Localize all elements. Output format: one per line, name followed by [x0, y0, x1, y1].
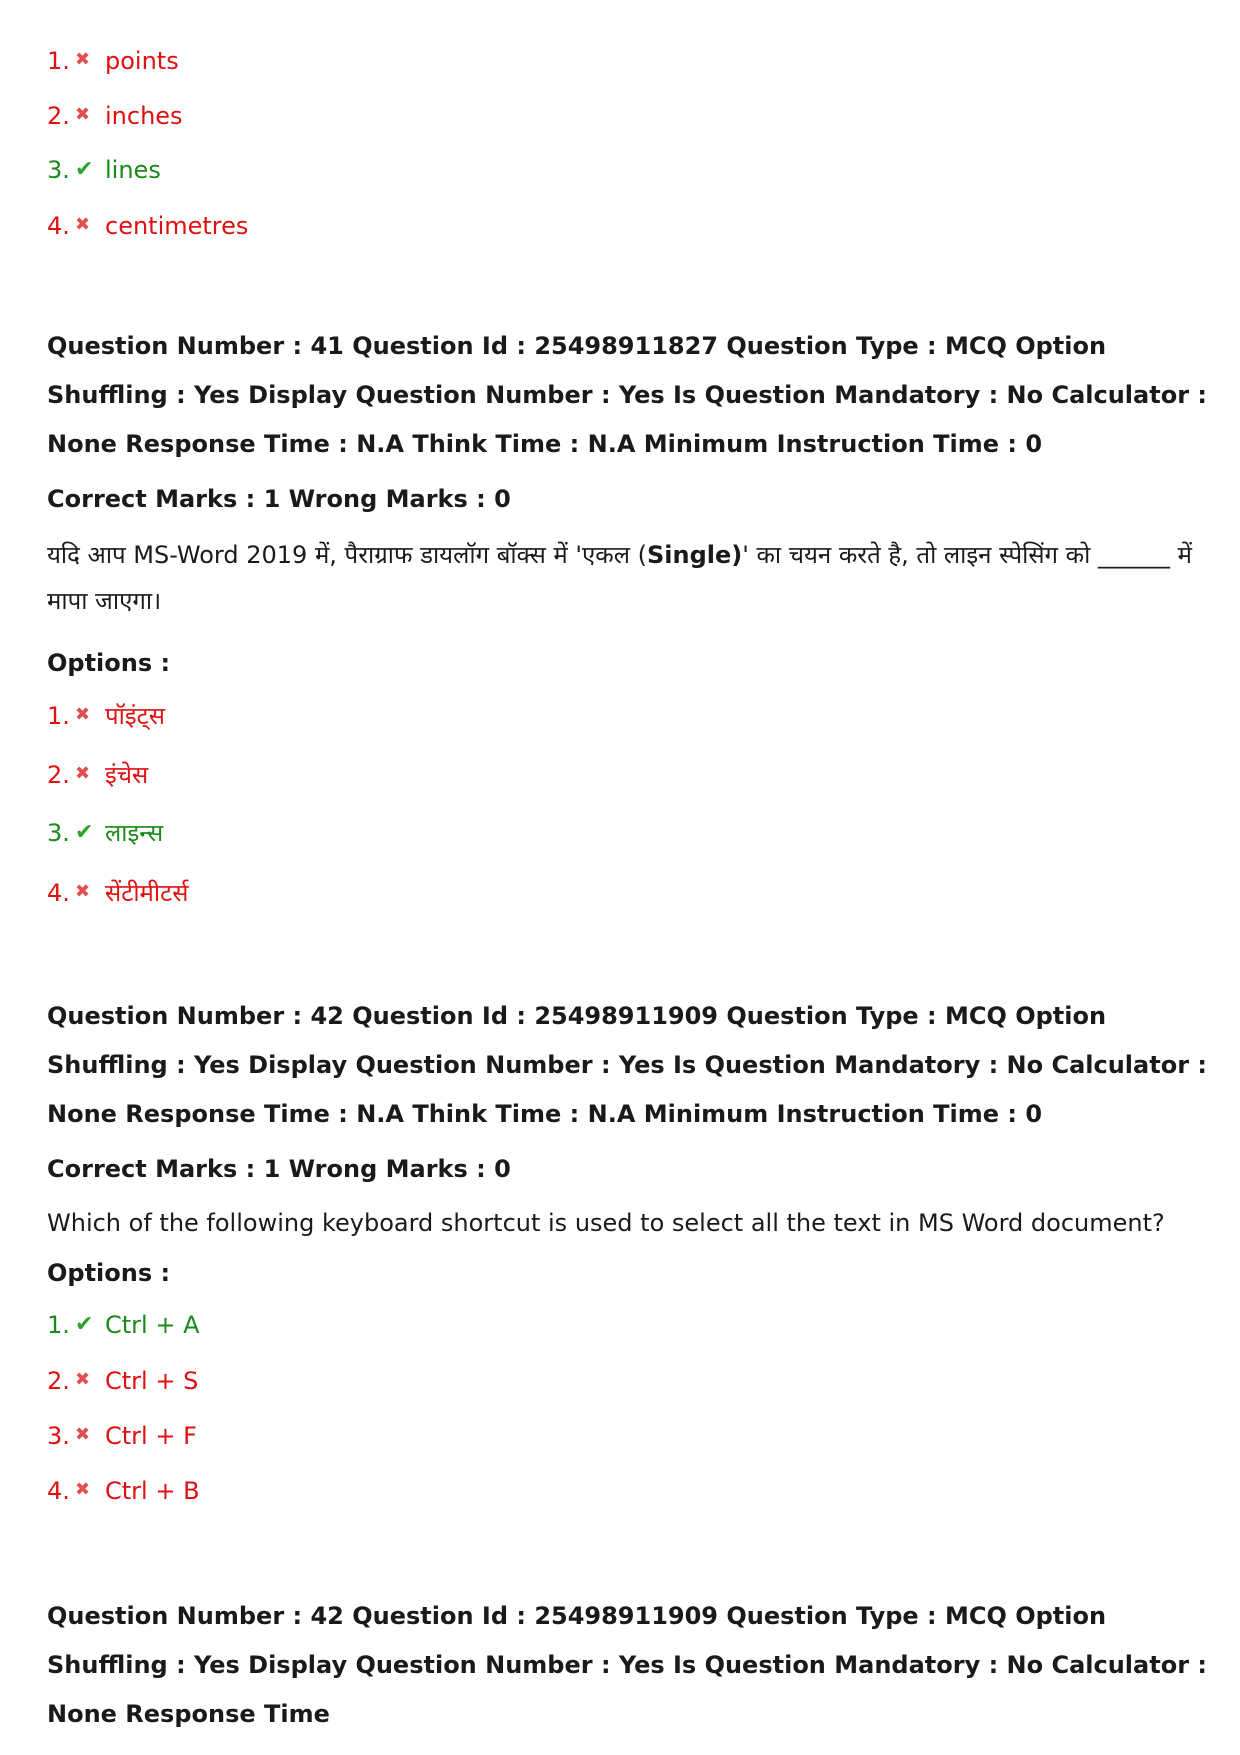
option-number: 1. [47, 702, 70, 730]
option-2 [47, 1365, 198, 1396]
question-42-repeat-meta: Question Number : 42 Question Id : 25498911909 Question Type : MCQ Option Shuffling : Yes Display Question Number : Yes Is Question Mandatory : No Calculator : None Response Time [47, 1602, 1207, 1728]
option-4 [47, 1475, 200, 1506]
option-number: 4. [47, 1477, 70, 1505]
cross-icon: ✖ [75, 214, 91, 235]
option-text: पॉइंट्स [105, 702, 165, 730]
option-1 [47, 45, 179, 76]
question-42-options-label: Options : [47, 1259, 171, 1287]
option-text: points [105, 47, 179, 75]
option-2 [47, 759, 148, 790]
option-number: 2. [47, 102, 70, 130]
option-number: 4. [47, 879, 70, 907]
cross-icon: ✖ [75, 49, 91, 70]
cross-icon: ✖ [75, 1424, 91, 1445]
question-41-text [47, 532, 1197, 624]
question-42-meta: Question Number : 42 Question Id : 25498911909 Question Type : MCQ Option Shuffling : Yes Display Question Number : Yes Is Question Mandatory : No Calculator : None Response Time : N.A Think Time : N.A Minimum Instruction Time : 0 [47, 1002, 1207, 1128]
option-number: 4. [47, 212, 70, 240]
cross-icon: ✖ [75, 881, 91, 902]
question-41-options-label: Options : [47, 649, 171, 677]
cross-icon: ✖ [75, 1369, 91, 1390]
cross-icon: ✖ [75, 763, 91, 784]
option-text: सेंटीमीटर्स [105, 879, 189, 907]
check-icon: ✔ [75, 1312, 94, 1337]
option-1 [47, 700, 165, 731]
question-42-text: Which of the following keyboard shortcut is used to select all the text in MS Word document? [47, 1209, 1165, 1237]
option-text: Ctrl + B [105, 1477, 200, 1505]
option-text: Ctrl + S [105, 1367, 199, 1395]
option-text: लाइन्स [105, 819, 164, 847]
option-number: 1. [47, 1311, 70, 1339]
option-3 [47, 1420, 197, 1451]
cross-icon: ✖ [75, 704, 91, 725]
option-3 [47, 155, 161, 185]
option-text: inches [105, 102, 183, 130]
question-41-meta: Question Number : 41 Question Id : 25498911827 Question Type : MCQ Option Shuffling : Yes Display Question Number : Yes Is Question Mandatory : No Calculator : None Response Time : N.A Think Time : N.A Minimum Instruction Time : 0 [47, 332, 1207, 458]
option-3 [47, 818, 163, 848]
option-number: 2. [47, 761, 70, 789]
question-41-text-post: ' का चयन करते है, तो लाइन स्पेसिंग को ______ में मापा जाएगा। [47, 541, 1192, 615]
check-icon: ✔ [75, 157, 94, 182]
option-number: 3. [47, 1422, 70, 1450]
check-icon: ✔ [75, 820, 94, 845]
option-text: lines [105, 156, 161, 184]
option-number: 3. [47, 156, 70, 184]
question-41-marks: Correct Marks : 1 Wrong Marks : 0 [47, 485, 511, 513]
question-42-marks: Correct Marks : 1 Wrong Marks : 0 [47, 1155, 511, 1183]
cross-icon: ✖ [75, 104, 91, 125]
option-4 [47, 210, 248, 241]
option-text: इंचेस [105, 761, 149, 789]
option-number: 2. [47, 1367, 70, 1395]
option-text: Ctrl + A [105, 1311, 200, 1339]
question-41-text-bold: Single) [646, 541, 743, 569]
option-text: Ctrl + F [105, 1422, 197, 1450]
option-number: 1. [47, 47, 70, 75]
option-2 [47, 100, 183, 131]
question-41-text-pre: यदि आप MS-Word 2019 में, पैराग्राफ डायलॉग बॉक्स में 'एकल ( [47, 541, 647, 569]
option-4 [47, 877, 188, 908]
option-text: centimetres [105, 212, 249, 240]
cross-icon: ✖ [75, 1479, 91, 1500]
option-1 [47, 1310, 200, 1340]
option-number: 3. [47, 819, 70, 847]
